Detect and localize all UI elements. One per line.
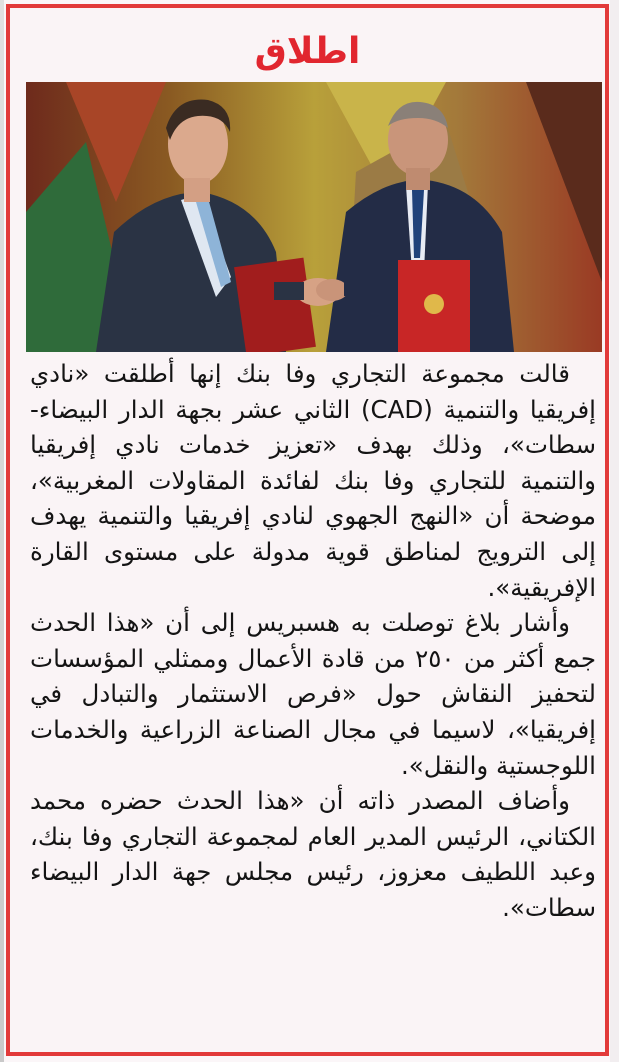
- paragraph-2: وأشار بلاغ توصلت به هسبريس إلى أن «هذا الحدث جمع أكثر من ٢٥٠ من قادة الأعمال وممثلي المؤسسات لتحفيز النقاش حول «فرص الاستثمار والتبادل في إفريقيا»، لاسيما في مجال الصناعة الزراعية والخدمات اللوجستية والنقل».: [30, 608, 596, 780]
- page-edge-left: [0, 0, 4, 1062]
- paragraph-3: وأضاف المصدر ذاته أن «هذا الحدث حضره محمد الكتاني، الرئيس المدير العام لمجموعة التجاري وفا بنك، وعبد اللطيف معزوز، رئيس مجلس جهة الدار البيضاء سطات».: [30, 786, 596, 922]
- article-body: [30, 356, 596, 926]
- page-edge-right: [610, 0, 619, 1062]
- handshake-photo: [26, 82, 602, 352]
- paragraph-1: قالت مجموعة التجاري وفا بنك إنها أطلقت «نادي إفريقيا والتنمية (CAD) الثاني عشر بجهة الدار البيضاء-سطات»، وذلك بهدف «تعزيز خدمات نادي إفريقيا والتنمية للتجاري وفا بنك لفائدة المقاولات المغربية»، موضحة أن «النهج الجهوي لنادي إفريقيا والتنمية يهدف إلى الترويج لمناطق قوية مدولة على مستوى القارة الإفريقية».: [30, 359, 596, 602]
- article-frame: [6, 4, 609, 1056]
- headline: اطلاق: [254, 31, 361, 72]
